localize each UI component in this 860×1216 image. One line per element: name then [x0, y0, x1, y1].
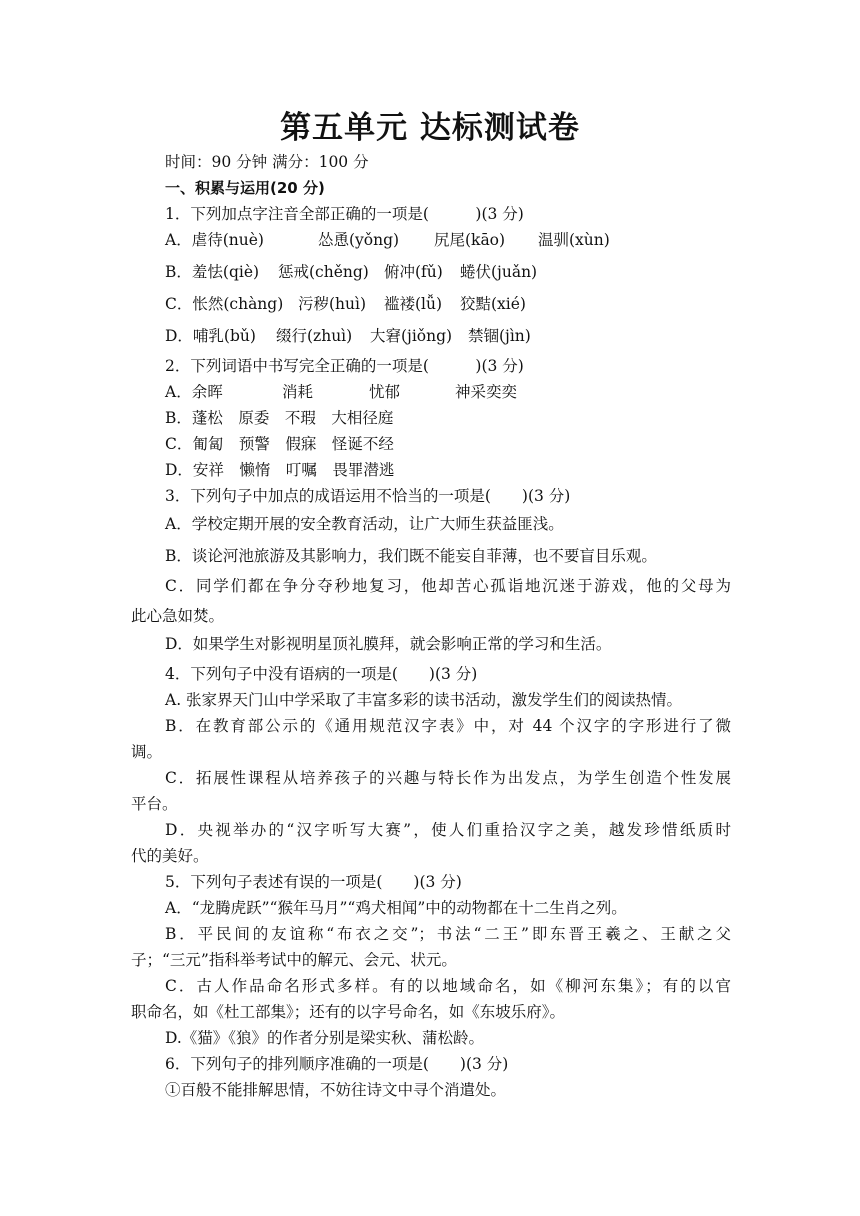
q1-option-c-item: 污秽(huì)	[298, 295, 367, 313]
question-5-stem: 5．下列句子表述有误的一项是( )(3 分)	[165, 873, 462, 891]
q1-option-d-item: 缀行(zhuì)	[276, 327, 353, 345]
q5-option-c-line1: C．古人作品命名形式多样。有的以地域命名，如《柳河东集》；有的以官	[165, 977, 731, 995]
page-title: 第五单元 达标测试卷	[280, 110, 580, 146]
q5-option-b-line2: 子；“三元”指科举考试中的解元、会元、状元。	[131, 951, 457, 969]
q3-option-c-line2: 此心急如焚。	[131, 607, 225, 625]
q1-option-d-item: 大窘(jiǒng)	[370, 327, 453, 345]
q4-option-d-line1: D．央视举办的“汉字听写大赛”，使人们重拾汉字之美，越发珍惜纸质时	[165, 821, 731, 839]
q3-option-b: B．谈论河池旅游及其影响力，我们既不能妄自菲薄，也不要盲目乐观。	[165, 547, 657, 565]
q1-option-a-item: A．虐待(nuè)	[165, 231, 264, 249]
q1-option-a-item: 温驯(xùn)	[538, 231, 610, 249]
q3-option-c-line1: C．同学们都在争分夺秒地复习，他却苦心孤诣地沉迷于游戏，他的父母为	[165, 577, 731, 595]
q4-option-a: A. 张家界天门山中学采取了丰富多彩的读书活动，激发学生们的阅读热情。	[165, 691, 683, 709]
q1-option-c-item: 狡黠(xié)	[460, 295, 526, 313]
q2-option-a-item: 忧郁	[369, 383, 401, 401]
exam-meta: 时间：90 分钟 满分：100 分	[165, 153, 369, 171]
question-1-stem: 1．下列加点字注音全部正确的一项是( )(3 分)	[165, 205, 524, 223]
question-2-stem: 2．下列词语中书写完全正确的一项是( )(3 分)	[165, 357, 524, 375]
q1-option-a-item: 尻尾(kāo)	[434, 231, 506, 249]
q4-option-d-line2: 代的美好。	[131, 847, 209, 865]
q1-option-b-item: 惩戒(chěng)	[278, 263, 369, 281]
q2-option-d: D．安祥 懒惰 叮嘱 畏罪潜逃	[165, 461, 395, 479]
q3-option-d: D．如果学生对影视明星顶礼膜拜，就会影响正常的学习和生活。	[165, 635, 612, 653]
q6-sentence-1: ①百般不能排解思情，不妨往诗文中寻个消遣处。	[165, 1081, 507, 1099]
q5-option-c-line2: 职命名，如《杜工部集》；还有的以字号命名，如《东坡乐府》。	[131, 1003, 566, 1021]
q1-option-b-item: 蜷伏(juǎn)	[460, 263, 538, 281]
question-6-stem: 6．下列句子的排列顺序准确的一项是( )(3 分)	[165, 1055, 509, 1073]
q5-option-d: D.《猫》《狼》的作者分别是梁实秋、蒲松龄。	[165, 1029, 485, 1047]
question-3-stem: 3．下列句子中加点的成语运用不恰当的一项是( )(3 分)	[165, 487, 571, 505]
q2-option-c: C．匍匐 预警 假寐 怪诞不经	[165, 435, 394, 453]
q2-option-b: B．蓬松 原委 不瑕 大相径庭	[165, 409, 394, 427]
q4-option-b-line2: 调。	[131, 743, 163, 761]
q1-option-d-item: 禁锢(jìn)	[468, 327, 531, 345]
q4-option-c-line1: C．拓展性课程从培养孩子的兴趣与特长作为出发点，为学生创造个性发展	[165, 769, 731, 787]
q1-option-c-item: 褴褛(lǚ)	[384, 295, 443, 313]
section-heading: 一、积累与运用(20 分)	[165, 179, 325, 197]
q4-option-c-line2: 平台。	[131, 795, 178, 813]
q5-option-b-line1: B．平民间的友谊称“布衣之交”；书法“二王”即东晋王羲之、王献之父	[165, 925, 731, 943]
q1-option-b-item: 俯冲(fǔ)	[384, 263, 443, 281]
q4-option-b-line1: B．在教育部公示的《通用规范汉字表》中，对 44 个汉字的字形进行了微	[165, 717, 731, 735]
q1-option-c-item: C．怅然(chàng)	[165, 295, 284, 313]
q5-option-a: A．“龙腾虎跃”“猴年马月”“鸡犬相闻”中的动物都在十二生肖之列。	[165, 899, 627, 917]
q2-option-a-item: 神采奕奕	[455, 383, 518, 401]
q1-option-b-item: B．羞怯(qiè)	[165, 263, 260, 281]
q2-option-a-item: 消耗	[282, 383, 314, 401]
question-4-stem: 4．下列句子中没有语病的一项是( )(3 分)	[165, 665, 478, 683]
q1-option-a-item: 怂恿(yǒng)	[318, 231, 400, 249]
q1-option-d-item: D．哺乳(bǔ)	[165, 327, 256, 345]
q2-option-a-item: A．余晖	[165, 383, 223, 401]
q3-option-a: A．学校定期开展的安全教育活动，让广大师生获益匪浅。	[165, 515, 564, 533]
